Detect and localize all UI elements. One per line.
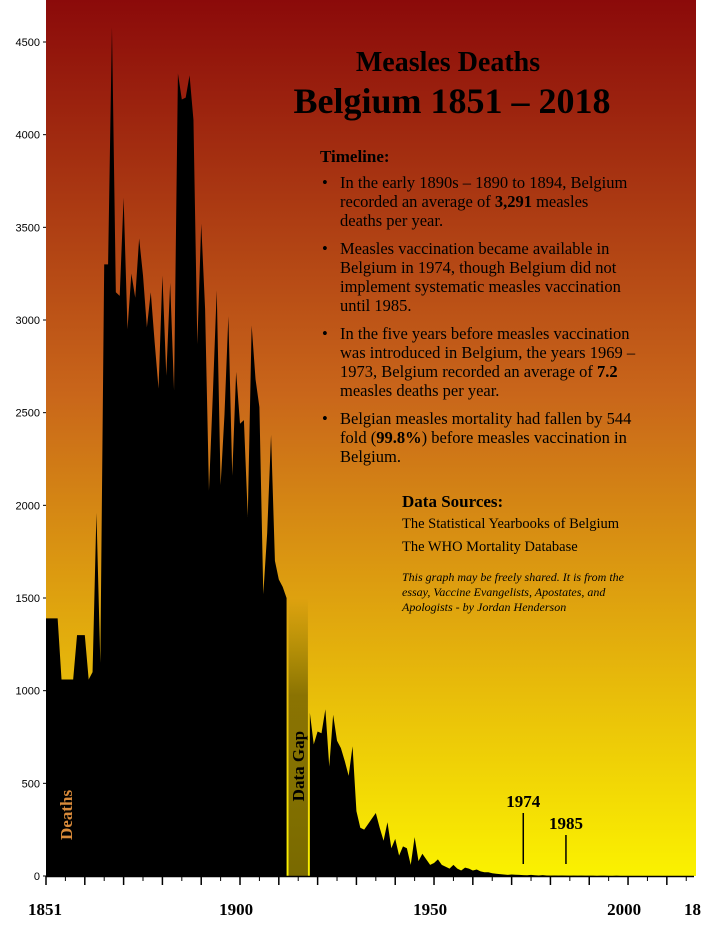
year-annotation: 1985 <box>548 814 583 833</box>
y-tick-label: 4000 <box>15 129 40 142</box>
timeline-bullet-line: measles deaths per year. <box>340 381 500 400</box>
timeline-bullet-line: was introduced in Belgium, the years 1969 – <box>340 343 636 362</box>
timeline-bullet-dot: • <box>322 324 328 343</box>
chart-subtitle: Belgium 1851 – 2018 <box>293 81 611 121</box>
x-tick-label: 18 <box>684 900 701 919</box>
x-tick-label: 1851 <box>28 900 62 919</box>
y-tick-label: 1500 <box>15 593 40 605</box>
share-note-line: This graph may be freely shared. It is from the <box>402 570 624 584</box>
source-item: The Statistical Yearbooks of Belgium <box>402 516 620 532</box>
chart-title: Measles Deaths <box>355 47 541 78</box>
timeline-bullet-dot: • <box>322 173 328 192</box>
timeline-bullet-line: recorded an average of 3,291 measles <box>340 192 589 211</box>
year-annotation: 1974 <box>506 792 541 811</box>
timeline-bullet-line: In the five years before measles vaccination <box>340 324 630 343</box>
timeline-bullet-line: 1973, Belgium recorded an average of 7.2 <box>340 362 618 381</box>
timeline-bullet-line: implement systematic measles vaccination <box>340 277 621 296</box>
y-tick-label: 0 <box>33 871 40 883</box>
y-axis <box>16 37 46 883</box>
source-item: The WHO Mortality Database <box>402 539 578 555</box>
y-tick-label: 3500 <box>15 222 40 235</box>
y-tick-label: 2500 <box>15 407 40 420</box>
y-tick-label: 4500 <box>15 37 40 49</box>
share-note-line: Apologists - by Jordan Henderson <box>402 600 567 614</box>
y-tick-label: 1000 <box>15 685 40 698</box>
x-tick-label: 1950 <box>413 900 448 919</box>
timeline-bullet-line: fold (99.8%) before measles vaccination in <box>340 428 627 447</box>
timeline-bullet-line: Belgian measles mortality had fallen by 544 <box>340 409 632 428</box>
timeline-bullet-line: Belgium in 1974, though Belgium did not <box>340 258 617 277</box>
x-tick-label: 1900 <box>219 900 254 919</box>
x-axis <box>28 876 701 919</box>
deaths-series-label: Deaths <box>57 789 76 840</box>
timeline-heading: Timeline: <box>320 147 390 166</box>
sources-heading: Data Sources: <box>402 492 504 511</box>
timeline-bullet-line: In the early 1890s – 1890 to 1894, Belgium <box>340 173 628 192</box>
timeline-bullet-dot: • <box>322 409 328 428</box>
timeline-bullet-line: until 1985. <box>340 296 412 315</box>
data-gap-label: Data Gap <box>289 730 309 802</box>
y-tick-label: 3000 <box>15 315 40 327</box>
x-tick-label: 2000 <box>607 900 642 919</box>
y-tick-label: 2000 <box>15 500 40 513</box>
share-note-line: essay, Vaccine Evangelists, Apostates, and <box>402 585 606 599</box>
timeline-bullet-line: Belgium. <box>340 447 401 466</box>
y-tick-label: 500 <box>21 778 40 791</box>
timeline-bullet-line: deaths per year. <box>340 211 444 230</box>
timeline-bullet-dot: • <box>322 239 328 258</box>
timeline-bullet-line: Measles vaccination became available in <box>340 239 610 258</box>
